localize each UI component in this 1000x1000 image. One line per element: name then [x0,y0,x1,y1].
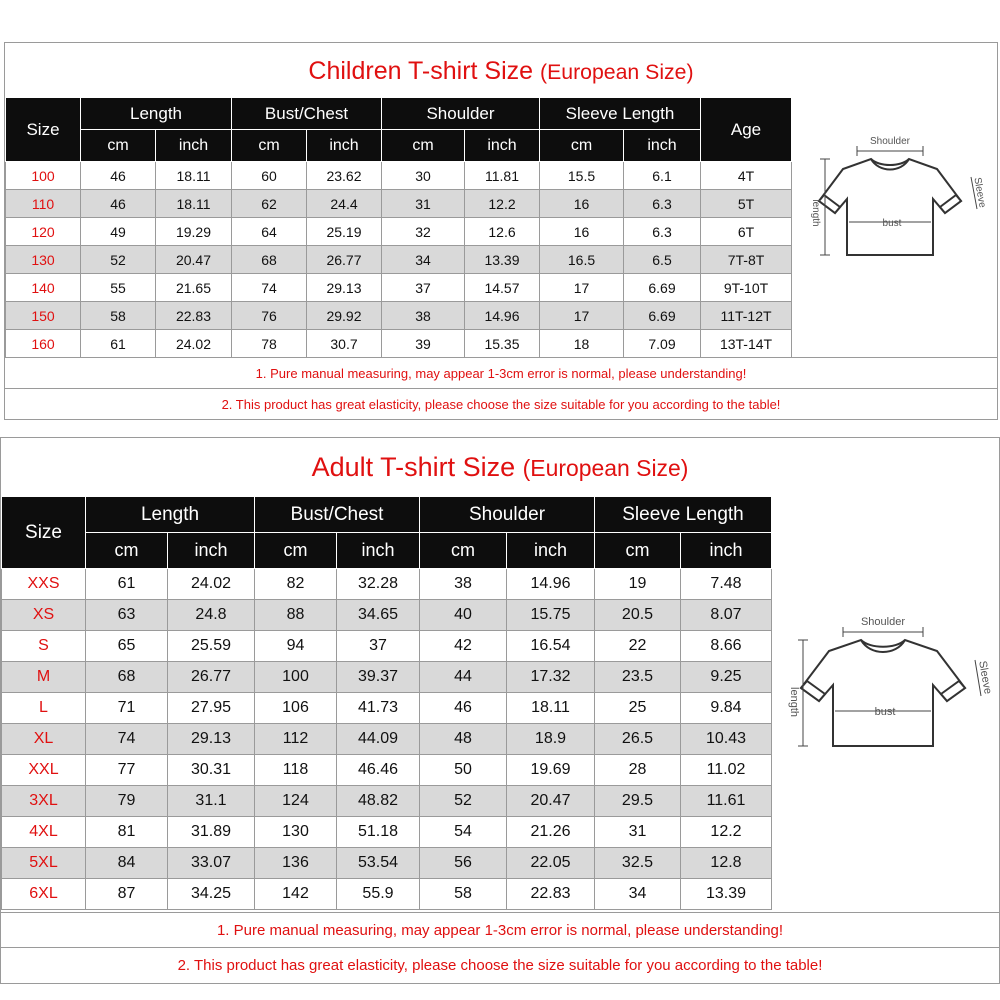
table-cell: 12.2 [681,817,772,848]
table-cell: 48.82 [337,786,420,817]
children-size-table [5,97,792,358]
table-cell: 18.11 [156,190,232,218]
table-cell: 11.81 [465,162,540,190]
table-cell: 22 [595,631,681,662]
size-cell: XXS [2,569,86,600]
table-cell: 6T [701,218,792,246]
table-cell: 13.39 [465,246,540,274]
table-cell: 34.65 [337,600,420,631]
size-cell: 5XL [2,848,86,879]
tshirt-outline-icon [819,159,961,255]
table-row [2,724,772,755]
table-cell: 12.8 [681,848,772,879]
table-cell: 28 [595,755,681,786]
adult-note-1: 1. Pure manual measuring, may appear 1-3cm error is normal, please understanding! [1,912,999,947]
unit-cell: cm [540,130,624,162]
table-cell: 21.65 [156,274,232,302]
table-cell: 12.6 [465,218,540,246]
size-cell: 100 [6,162,81,190]
diagram-length-label: length [810,199,821,227]
size-cell: 3XL [2,786,86,817]
table-cell: 23.62 [307,162,382,190]
table-cell: 37 [337,631,420,662]
tshirt-outline-icon [801,640,965,746]
adult-sleeve-header: Sleeve Length [595,497,772,533]
table-cell: 5T [701,190,792,218]
table-cell: 46 [81,190,156,218]
table-cell: 24.8 [168,600,255,631]
table-row [2,631,772,662]
table-cell: 16.54 [507,631,595,662]
adult-chart-title [1,452,999,483]
table-cell: 19.69 [507,755,595,786]
adult-title-main: Adult T-shirt Size [311,452,516,482]
table-cell: 19.29 [156,218,232,246]
table-cell: 82 [255,569,337,600]
table-row [2,879,772,910]
table-cell: 53.54 [337,848,420,879]
table-cell: 23.5 [595,662,681,693]
table-cell: 18.9 [507,724,595,755]
table-cell: 19 [595,569,681,600]
size-cell: 110 [6,190,81,218]
table-cell: 6.3 [624,190,701,218]
table-cell: 17.32 [507,662,595,693]
adult-note-2: 2. This product has great elasticity, please choose the size suitable for you according to the table! [1,947,999,983]
unit-cell: inch [681,533,772,569]
unit-cell: inch [307,130,382,162]
table-cell: 15.75 [507,600,595,631]
table-cell: 18.11 [156,162,232,190]
table-cell: 65 [86,631,168,662]
table-cell: 9.84 [681,693,772,724]
table-cell: 62 [232,190,307,218]
diagram-shoulder-label: Shoulder [860,616,906,628]
table-cell: 7.48 [681,569,772,600]
unit-cell: cm [420,533,507,569]
table-cell: 46.46 [337,755,420,786]
table-cell: 26.5 [595,724,681,755]
table-row [6,162,792,190]
table-cell: 32 [382,218,465,246]
children-sleeve-header: Sleeve Length [540,98,701,130]
table-cell: 100 [255,662,337,693]
table-cell: 26.77 [168,662,255,693]
table-cell: 50 [420,755,507,786]
table-row [2,817,772,848]
table-cell: 31.89 [168,817,255,848]
diagram-shoulder-label: Shoulder [869,136,911,147]
table-cell: 40 [420,600,507,631]
table-cell: 29.13 [307,274,382,302]
table-cell: 44 [420,662,507,693]
table-cell: 49 [81,218,156,246]
table-row [6,218,792,246]
size-cell: 6XL [2,879,86,910]
children-chart-title [5,57,997,86]
children-tshirt-diagram [805,129,988,269]
children-age-header: Age [701,98,792,162]
table-cell: 25.59 [168,631,255,662]
table-cell: 27.95 [168,693,255,724]
table-cell: 52 [81,246,156,274]
table-cell: 11.02 [681,755,772,786]
table-cell: 26.77 [307,246,382,274]
table-row [6,274,792,302]
table-cell: 38 [382,302,465,330]
table-cell: 29.5 [595,786,681,817]
children-title-main: Children T-shirt Size [308,57,534,85]
children-size-chart [4,42,998,420]
table-cell: 51.18 [337,817,420,848]
size-cell: 160 [6,330,81,358]
table-cell: 32.28 [337,569,420,600]
table-cell: 81 [86,817,168,848]
size-cell: 120 [6,218,81,246]
table-cell: 25 [595,693,681,724]
table-cell: 64 [232,218,307,246]
table-cell: 84 [86,848,168,879]
table-cell: 55 [81,274,156,302]
table-cell: 14.96 [465,302,540,330]
table-cell: 17 [540,302,624,330]
table-cell: 68 [232,246,307,274]
table-cell: 60 [232,162,307,190]
size-cell: XXL [2,755,86,786]
table-cell: 6.3 [624,218,701,246]
table-cell: 24.02 [168,569,255,600]
unit-cell: inch [465,130,540,162]
table-cell: 39 [382,330,465,358]
table-cell: 30.7 [307,330,382,358]
table-cell: 52 [420,786,507,817]
table-cell: 13.39 [681,879,772,910]
table-cell: 44.09 [337,724,420,755]
table-cell: 14.57 [465,274,540,302]
table-cell: 11.61 [681,786,772,817]
children-unit-row [6,130,792,162]
unit-cell: inch [156,130,232,162]
table-cell: 6.5 [624,246,701,274]
table-cell: 41.73 [337,693,420,724]
table-cell: 10.43 [681,724,772,755]
table-cell: 37 [382,274,465,302]
table-cell: 61 [81,330,156,358]
adult-title-sub: (European Size) [522,455,689,481]
children-table-body [6,162,792,358]
diagram-length-label: length [788,687,800,717]
table-cell: 8.07 [681,600,772,631]
diagram-sleeve-label: Sleeve [971,176,988,209]
size-cell: L [2,693,86,724]
table-cell: 16.5 [540,246,624,274]
diagram-bust-label: bust [874,706,896,718]
table-cell: 94 [255,631,337,662]
table-cell: 6.69 [624,302,701,330]
table-row [2,786,772,817]
table-cell: 78 [232,330,307,358]
table-cell: 20.47 [507,786,595,817]
table-cell: 15.35 [465,330,540,358]
table-cell: 7.09 [624,330,701,358]
children-length-header: Length [81,98,232,130]
adult-size-header: Size [2,497,86,569]
size-cell: S [2,631,86,662]
table-cell: 15.5 [540,162,624,190]
table-cell: 31 [382,190,465,218]
table-cell: 46 [420,693,507,724]
unit-cell: inch [168,533,255,569]
table-cell: 22.83 [507,879,595,910]
table-cell: 136 [255,848,337,879]
table-row [2,755,772,786]
table-cell: 71 [86,693,168,724]
table-cell: 9T-10T [701,274,792,302]
table-cell: 106 [255,693,337,724]
children-bust-header: Bust/Chest [232,98,382,130]
table-cell: 29.92 [307,302,382,330]
table-cell: 8.66 [681,631,772,662]
table-cell: 6.1 [624,162,701,190]
children-title-sub: (European Size) [540,60,694,84]
table-cell: 56 [420,848,507,879]
table-cell: 61 [86,569,168,600]
table-cell: 79 [86,786,168,817]
table-cell: 63 [86,600,168,631]
adult-table-body [2,569,772,910]
table-cell: 76 [232,302,307,330]
table-cell: 20.47 [156,246,232,274]
table-row [6,190,792,218]
table-cell: 4T [701,162,792,190]
table-cell: 31 [595,817,681,848]
table-row [2,848,772,879]
diagram-sleeve-label: Sleeve [976,659,994,696]
table-cell: 29.13 [168,724,255,755]
size-cell: 130 [6,246,81,274]
table-cell: 13T-14T [701,330,792,358]
table-cell: 18 [540,330,624,358]
table-cell: 20.5 [595,600,681,631]
table-cell: 112 [255,724,337,755]
unit-cell: cm [595,533,681,569]
table-cell: 9.25 [681,662,772,693]
table-cell: 21.26 [507,817,595,848]
table-cell: 118 [255,755,337,786]
unit-cell: inch [507,533,595,569]
table-cell: 88 [255,600,337,631]
table-cell: 16 [540,190,624,218]
table-row [2,569,772,600]
table-cell: 33.07 [168,848,255,879]
children-note-1: 1. Pure manual measuring, may appear 1-3cm error is normal, please understanding! [5,357,997,388]
table-cell: 55.9 [337,879,420,910]
size-cell: 150 [6,302,81,330]
adult-size-table [1,496,772,910]
table-cell: 124 [255,786,337,817]
table-row [6,246,792,274]
table-cell: 74 [232,274,307,302]
table-cell: 130 [255,817,337,848]
unit-cell: inch [624,130,701,162]
table-row [6,330,792,358]
diagram-bust-label: bust [882,218,902,229]
table-cell: 30 [382,162,465,190]
table-cell: 22.83 [156,302,232,330]
table-cell: 32.5 [595,848,681,879]
size-cell: XL [2,724,86,755]
table-cell: 74 [86,724,168,755]
table-cell: 68 [86,662,168,693]
size-cell: M [2,662,86,693]
unit-cell: cm [382,130,465,162]
children-size-header: Size [6,98,81,162]
table-cell: 30.31 [168,755,255,786]
table-cell: 25.19 [307,218,382,246]
table-cell: 48 [420,724,507,755]
table-cell: 34.25 [168,879,255,910]
adult-bust-header: Bust/Chest [255,497,420,533]
table-cell: 6.69 [624,274,701,302]
table-cell: 12.2 [465,190,540,218]
adult-size-chart [0,437,1000,984]
table-cell: 34 [382,246,465,274]
table-cell: 38 [420,569,507,600]
table-cell: 54 [420,817,507,848]
table-cell: 24.4 [307,190,382,218]
table-cell: 7T-8T [701,246,792,274]
table-cell: 58 [81,302,156,330]
table-row [2,662,772,693]
size-cell: 140 [6,274,81,302]
table-cell: 142 [255,879,337,910]
size-cell: 4XL [2,817,86,848]
unit-cell: inch [337,533,420,569]
table-cell: 46 [81,162,156,190]
adult-unit-row [2,533,772,569]
table-cell: 18.11 [507,693,595,724]
table-cell: 11T-12T [701,302,792,330]
table-cell: 42 [420,631,507,662]
table-row [6,302,792,330]
adult-length-header: Length [86,497,255,533]
children-note-2: 2. This product has great elasticity, please choose the size suitable for you according to the table! [5,388,997,419]
table-cell: 16 [540,218,624,246]
table-cell: 14.96 [507,569,595,600]
children-shoulder-header: Shoulder [382,98,540,130]
unit-cell: cm [81,130,156,162]
table-cell: 31.1 [168,786,255,817]
table-cell: 24.02 [156,330,232,358]
table-cell: 22.05 [507,848,595,879]
table-cell: 39.37 [337,662,420,693]
table-cell: 17 [540,274,624,302]
table-row [2,600,772,631]
adult-shoulder-header: Shoulder [420,497,595,533]
table-row [2,693,772,724]
table-cell: 77 [86,755,168,786]
unit-cell: cm [232,130,307,162]
adult-tshirt-diagram [785,608,994,758]
size-cell: XS [2,600,86,631]
table-cell: 58 [420,879,507,910]
table-cell: 87 [86,879,168,910]
table-cell: 34 [595,879,681,910]
unit-cell: cm [86,533,168,569]
unit-cell: cm [255,533,337,569]
